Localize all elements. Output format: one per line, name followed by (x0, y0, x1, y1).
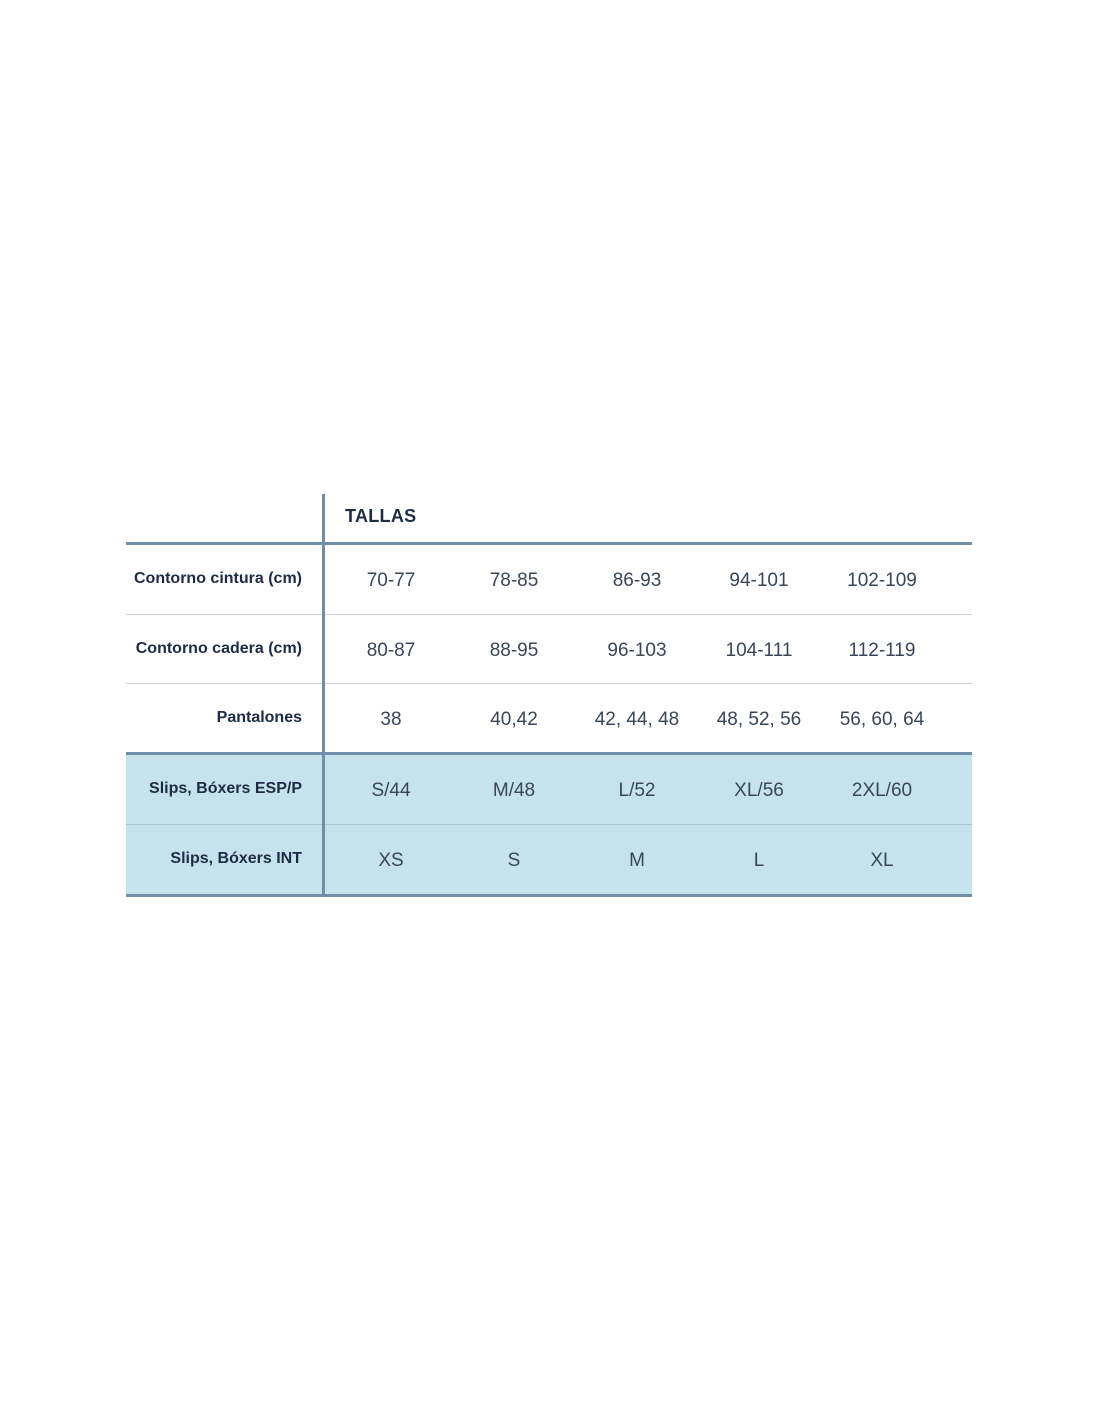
table-cell: S/44 (371, 780, 411, 801)
row-label: Slips, Bóxers ESP/P (149, 780, 302, 797)
table-cell: 40,42 (490, 708, 538, 730)
table-row-waist (126, 545, 972, 614)
section-divider (126, 752, 972, 755)
table-cell: 94-101 (729, 569, 789, 591)
table-header-title: TALLAS (345, 506, 417, 526)
table-cell: XS (378, 849, 404, 871)
table-cell: 38 (380, 708, 402, 730)
header-divider (126, 542, 972, 545)
table-cell: 96-103 (607, 639, 667, 661)
table-cell: 88-95 (489, 639, 539, 661)
table-cell: 48, 52, 56 (716, 708, 802, 730)
table-row-hip (126, 615, 972, 684)
row-label: Slips, Bóxers INT (170, 849, 302, 867)
size-chart-table (126, 494, 972, 897)
row-label: Pantalones (216, 708, 302, 726)
table-cell: 86-93 (612, 569, 662, 591)
table-cell: M (629, 849, 645, 871)
table-cell: 42, 44, 48 (594, 708, 680, 730)
table-cell: 104-111 (725, 639, 793, 661)
table-cell: 78-85 (489, 569, 539, 591)
label-column-divider (322, 494, 325, 897)
table-cell: 70-77 (366, 569, 416, 591)
row-divider (126, 683, 972, 684)
table-cell: L/52 (618, 780, 656, 801)
table-cell: 112-119 (848, 639, 916, 661)
row-divider (126, 824, 972, 825)
row-label: Contorno cadera (cm) (135, 639, 302, 657)
row-label: Contorno cintura (cm) (134, 569, 302, 587)
table-cell: 2XL/60 (851, 780, 913, 801)
table-header-row (126, 494, 972, 543)
table-bottom-border (126, 894, 972, 897)
row-divider (126, 614, 972, 615)
table-cell: 80-87 (366, 639, 416, 661)
table-cell: S (507, 849, 521, 871)
table-cell: M/48 (492, 780, 536, 801)
table-cell: L (753, 849, 765, 871)
table-row-briefs-esp (126, 755, 972, 825)
table-row-trousers (126, 684, 972, 753)
table-cell: XL/56 (734, 780, 784, 801)
table-cell: XL (870, 849, 894, 871)
table-cell: 102-109 (847, 569, 917, 591)
table-row-briefs-int (126, 825, 972, 894)
table-cell: 56, 60, 64 (839, 708, 925, 730)
